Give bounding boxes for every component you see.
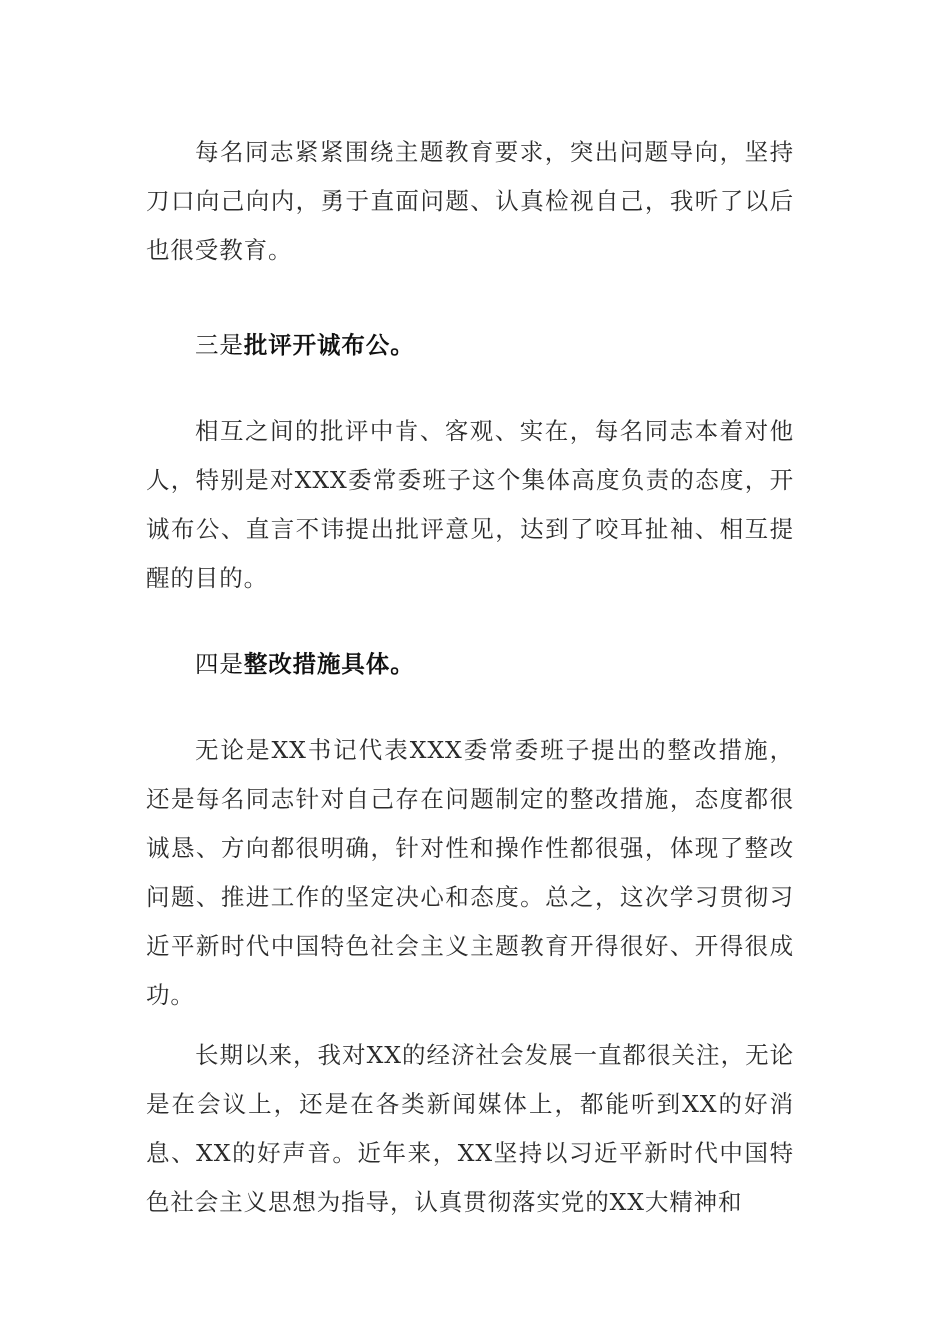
document-body	[146, 128, 794, 1227]
section-heading-criticism	[146, 321, 794, 370]
heading-title: 整改措施具体。	[243, 650, 415, 678]
paragraph-rectification: 无论是XX书记代表XXX委常委班子提出的整改措施，还是每名同志针对自己存在问题制定的整改措施，态度都很诚恳、方向都很明确，针对性和操作性都很强，体现了整改问题、推进工作的坚定决心和态度。总之，这次学习贯彻习近平新时代中国特色社会主义主题教育开得很好、开得很成功。	[146, 736, 794, 1009]
heading-lead: 三是	[195, 331, 244, 359]
heading-lead: 四是	[195, 650, 244, 678]
section-heading-rectification	[146, 640, 794, 689]
heading-title: 批评开诚布公。	[243, 331, 415, 359]
paragraph-development: 长期以来，我对XX的经济社会发展一直都很关注，无论是在会议上，还是在各类新闻媒体上，都能听到XX的好消息、XX的好声音。近年来，XX坚持以习近平新时代中国特色社会主义思想为指导，认真贯彻落实党的XX大精神和	[146, 1041, 794, 1216]
paragraph-criticism: 相互之间的批评中肯、客观、实在，每名同志本着对他人，特别是对XXX委常委班子这个集体高度负责的态度，开诚布公、直言不讳提出批评意见，达到了咬耳扯袖、相互提醒的目的。	[146, 417, 794, 592]
paragraph-self-examination: 每名同志紧紧围绕主题教育要求，突出问题导向，坚持刀口向己向内，勇于直面问题、认真检视自己，我听了以后也很受教育。	[146, 138, 794, 264]
